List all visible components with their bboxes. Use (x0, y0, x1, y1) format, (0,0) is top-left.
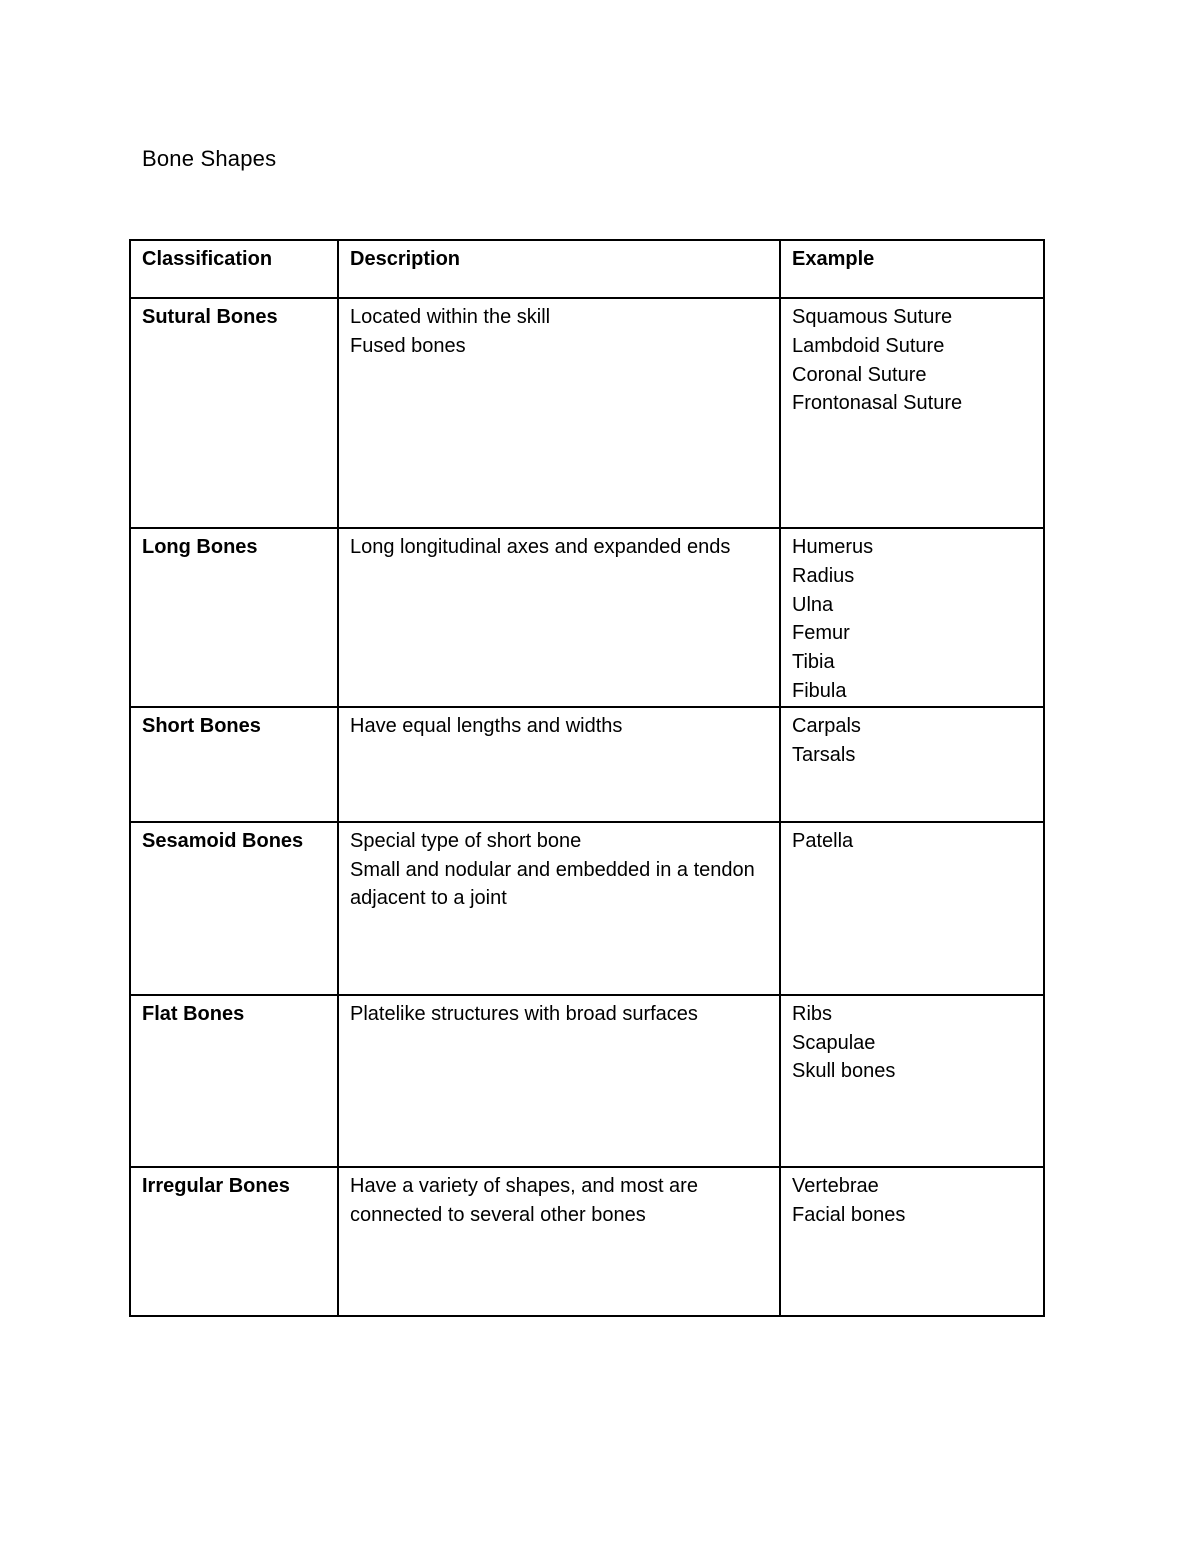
classification-cell: Flat Bones (130, 995, 338, 1167)
classification-cell: Irregular Bones (130, 1167, 338, 1316)
example-item: Lambdoid Suture (792, 334, 945, 357)
classification-cell: Sesamoid Bones (130, 822, 338, 995)
example-item: Carpals (792, 714, 861, 737)
table-row (130, 528, 1044, 707)
table-row (130, 822, 1044, 995)
example-item: Fibula (792, 679, 847, 702)
example-item: Tarsals (792, 743, 856, 766)
example-item: Skull bones (792, 1060, 896, 1083)
example-item: Facial bones (792, 1203, 906, 1226)
description-line: Have equal lengths and widths (350, 714, 623, 737)
classification-cell: Short Bones (130, 707, 338, 822)
classification-cell: Long Bones (130, 528, 338, 707)
example-item: Squamous Suture (792, 306, 953, 328)
description-cell (338, 528, 780, 707)
example-cell (780, 1167, 1044, 1316)
example-cell (780, 298, 1044, 528)
document-title: Bone Shapes (142, 146, 277, 171)
description-line: Long longitudinal axes and expanded ends (350, 536, 731, 558)
example-item: Radius (792, 564, 855, 587)
example-item: Humerus (792, 536, 874, 558)
table-header-row (130, 240, 1044, 298)
table-row (130, 995, 1044, 1167)
example-item: Coronal Suture (792, 363, 927, 386)
table-row (130, 1167, 1044, 1316)
example-item: Patella (792, 829, 854, 852)
example-item: Vertebrae (792, 1174, 879, 1197)
description-line: Located within the skill (350, 306, 551, 328)
description-line: Small and nodular and embedded in a tendon adjacent to a joint (350, 858, 755, 910)
example-item: Ribs (792, 1002, 833, 1025)
example-cell (780, 528, 1044, 707)
example-item: Frontonasal Suture (792, 392, 963, 415)
classification-cell: Sutural Bones (130, 298, 338, 528)
description-line: Platelike structures with broad surfaces (350, 1002, 698, 1025)
example-item: Scapulae (792, 1031, 876, 1054)
description-cell (338, 995, 780, 1167)
table-row (130, 298, 1044, 528)
description-cell (338, 1167, 780, 1316)
example-cell (780, 822, 1044, 995)
description-cell (338, 298, 780, 528)
example-item: Femur (792, 622, 850, 645)
example-item: Tibia (792, 651, 835, 674)
description-line: Fused bones (350, 334, 466, 357)
header-example: Example (780, 240, 1044, 298)
example-item: Ulna (792, 593, 834, 616)
description-cell (338, 707, 780, 822)
example-cell (780, 707, 1044, 822)
example-cell (780, 995, 1044, 1167)
header-description: Description (338, 240, 780, 298)
header-classification: Classification (130, 240, 338, 298)
description-line: Have a variety of shapes, and most are connected to several other bones (350, 1174, 698, 1226)
description-line: Special type of short bone (350, 829, 582, 852)
table-row (130, 707, 1044, 822)
bone-shapes-table (129, 239, 1045, 1317)
description-cell (338, 822, 780, 995)
